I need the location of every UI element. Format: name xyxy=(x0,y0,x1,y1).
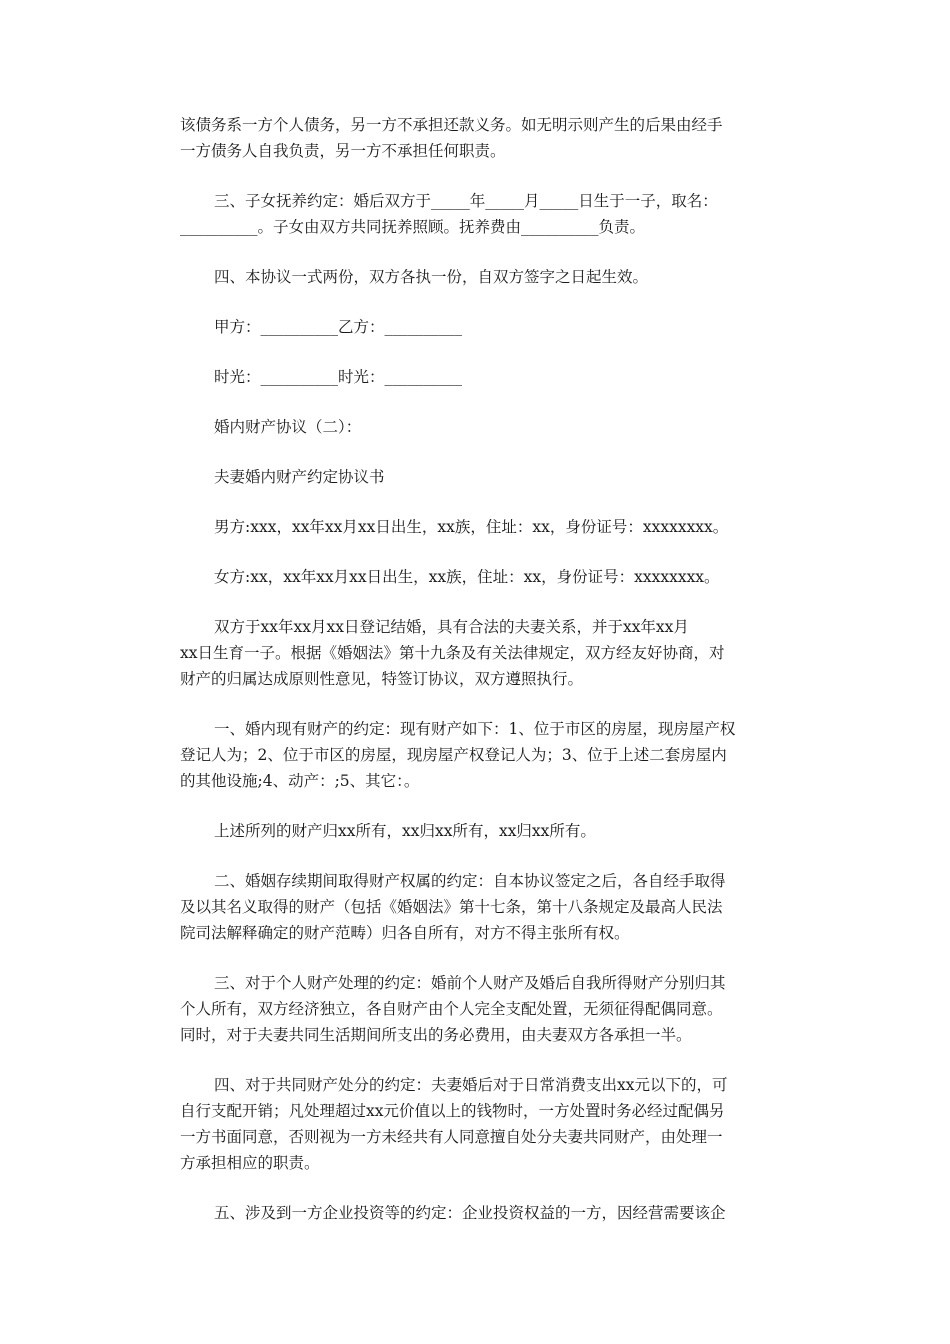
text-line: 同时，对于夫妻共同生活期间所支出的务必费用，由夫妻双方各承担一半。 xyxy=(180,1026,692,1044)
paragraph xyxy=(180,970,772,1048)
text-line: 甲方：__________乙方：__________ xyxy=(214,318,463,336)
text-line: 一、婚内现有财产的约定：现有财产如下：1、位于市区的房屋，现房屋产权 xyxy=(214,720,736,738)
text-line: xx日生育一子。根据《婚姻法》第十九条及有关法律规定，双方经友好协商，对 xyxy=(180,644,725,662)
paragraph xyxy=(180,364,772,390)
paragraph xyxy=(180,1072,772,1176)
paragraph xyxy=(180,564,772,590)
text-line: 及以其名义取得的财产（包括《婚姻法》第十七条，第十八条规定及最高人民法 xyxy=(180,898,723,916)
text-line: __________。子女由双方共同抚养照顾。抚养费由__________负责。 xyxy=(180,218,646,236)
text-line: 方承担相应的职责。 xyxy=(180,1154,320,1172)
text-line: 女方:xx，xx年xx月xx日出生，xx族，住址：xx，身份证号：xxxxxxxx。 xyxy=(214,568,720,586)
paragraph xyxy=(180,414,772,440)
paragraph xyxy=(180,614,772,692)
text-line: 婚内财产协议（二）： xyxy=(214,418,362,436)
text-line: 四、对于共同财产处分的约定：夫妻婚后对于日常消费支出xx元以下的，可 xyxy=(214,1076,728,1094)
text-line: 登记人为；2、位于市区的房屋，现房屋产权登记人为；3、位于上述二套房屋内 xyxy=(180,746,727,764)
text-line: 男方:xxx，xx年xx月xx日出生，xx族，住址：xx，身份证号：xxxxxxxx。 xyxy=(214,518,729,536)
text-line: 二、婚姻存续期间取得财产权属的约定：自本协议签定之后，各自经手取得 xyxy=(214,872,726,890)
document-page xyxy=(180,112,772,1250)
paragraph xyxy=(180,264,772,290)
text-line: 的其他设施;4、动产：;5、其它：。 xyxy=(180,772,420,790)
text-line: 财产的归属达成原则性意见，特签订协议，双方遵照执行。 xyxy=(180,670,584,688)
paragraph xyxy=(180,868,772,946)
text-line: 时光：__________时光：__________ xyxy=(214,368,463,386)
text-line: 该债务系一方个人债务，另一方不承担还款义务。如无明示则产生的后果由经手 xyxy=(180,116,723,134)
paragraph xyxy=(180,188,772,240)
text-line: 双方于xx年xx月xx日登记结婚，具有合法的夫妻关系，并于xx年xx月 xyxy=(214,618,689,636)
paragraph xyxy=(180,514,772,540)
paragraph xyxy=(180,716,772,794)
text-line: 一方书面同意，否则视为一方未经共有人同意擅自处分夫妻共同财产，由处理一 xyxy=(180,1128,723,1146)
text-line: 院司法解释确定的财产范畴）归各自所有，对方不得主张所有权。 xyxy=(180,924,630,942)
text-line: 自行支配开销；凡处理超过xx元价值以上的钱物时，一方处置时务必经过配偶另 xyxy=(180,1102,725,1120)
text-line: 一方债务人自我负责，另一方不承担任何职责。 xyxy=(180,142,506,160)
text-line: 三、子女抚养约定：婚后双方于_____年_____月_____日生于一子，取名： xyxy=(214,192,718,210)
paragraph xyxy=(180,818,772,844)
paragraph xyxy=(180,314,772,340)
paragraph xyxy=(180,1200,772,1226)
text-line: 三、对于个人财产处理的约定：婚前个人财产及婚后自我所得财产分别归其 xyxy=(214,974,726,992)
text-line: 上述所列的财产归xx所有，xx归xx所有，xx归xx所有。 xyxy=(214,822,596,840)
text-line: 四、本协议一式两份，双方各执一份，自双方签字之日起生效。 xyxy=(214,268,649,286)
paragraph xyxy=(180,112,772,164)
text-line: 夫妻婚内财产约定协议书 xyxy=(214,468,385,486)
text-line: 五、涉及到一方企业投资等的约定：企业投资权益的一方，因经营需要该企 xyxy=(214,1204,726,1222)
paragraph xyxy=(180,464,772,490)
text-line: 个人所有，双方经济独立，各自财产由个人完全支配处置，无须征得配偶同意。 xyxy=(180,1000,723,1018)
